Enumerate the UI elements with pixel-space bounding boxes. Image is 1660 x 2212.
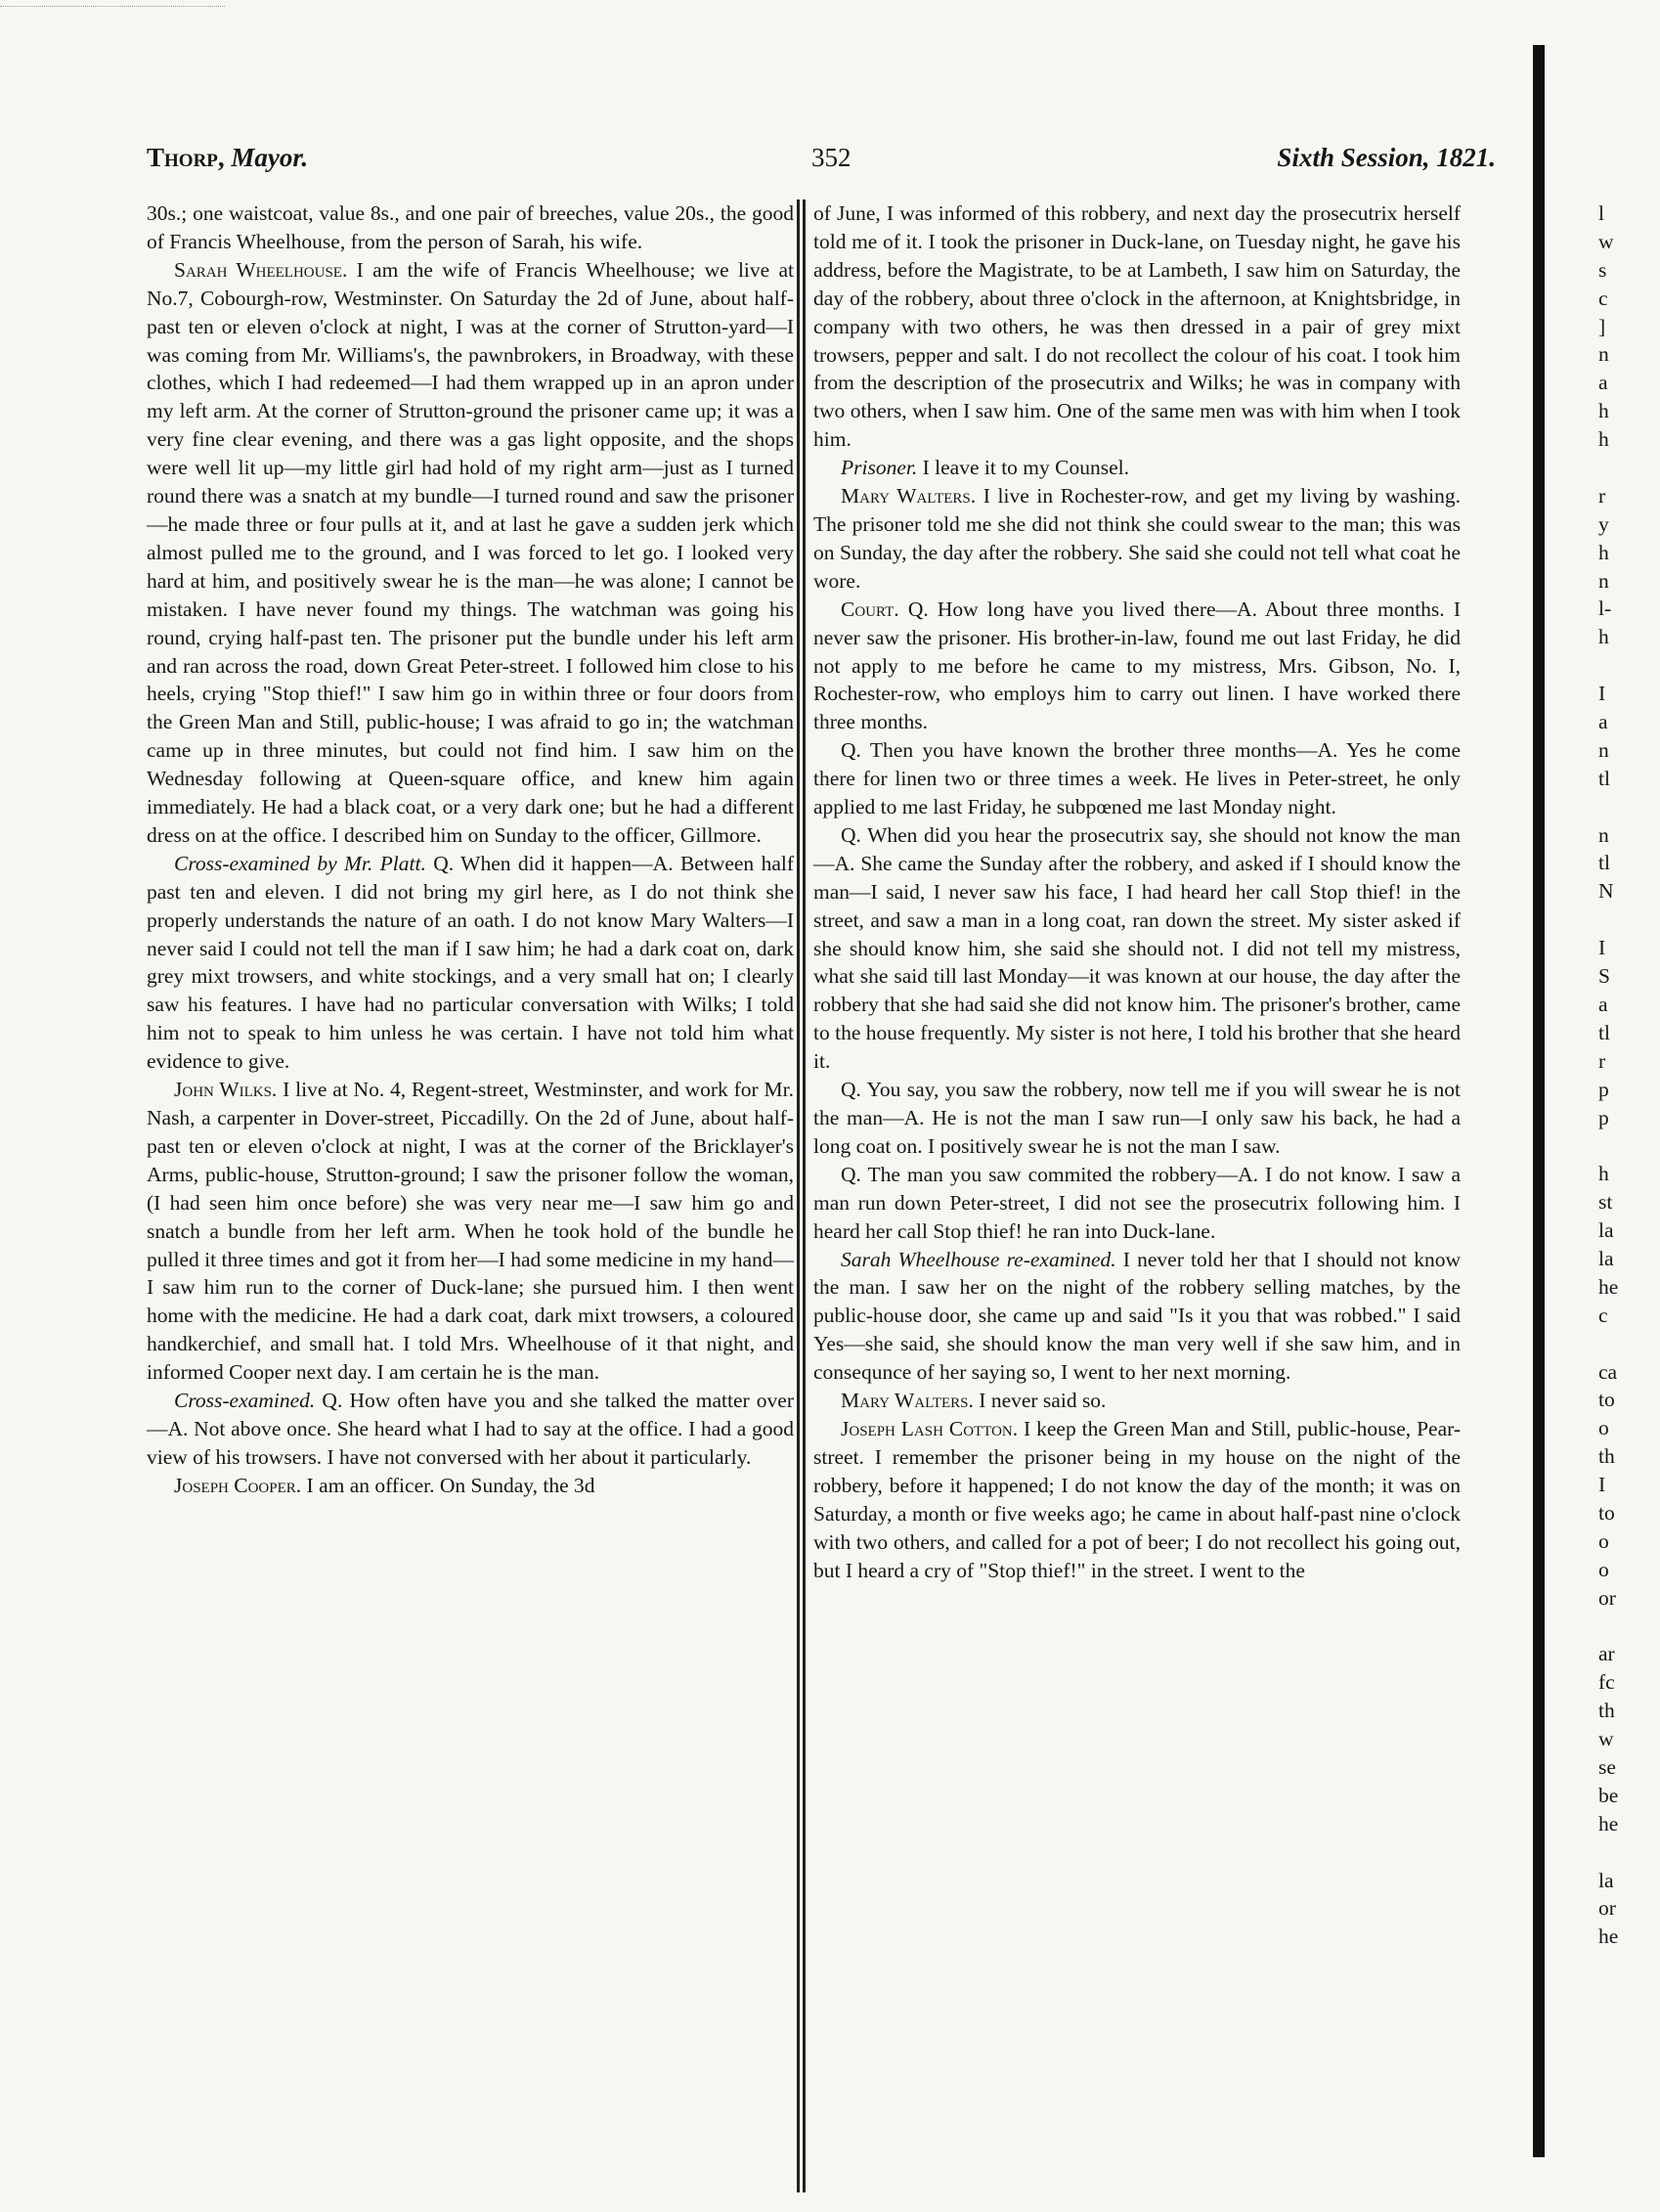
paragraph-text: I leave it to my Counsel.: [917, 456, 1130, 480]
edge-fragment: n: [1598, 568, 1609, 593]
speaker-label: Joseph Lash Cotton.: [841, 1416, 1019, 1440]
edge-fragment: a: [1598, 371, 1608, 395]
edge-fragment: h: [1598, 427, 1609, 452]
paragraph-text: I live at No. 4, Regent-street, Westminster, and work for Mr. Nash, a carpenter in Dover-street, Piccadilly. On the 2d of June, about half-past ten or eleven o'clock at night, I was at the corner of the Bricklayer's Arms, public-house, Strutton-ground; I saw the prisoner follow the woman, (I had seen him once before) she was very near me—I saw him go and snatch a bundle from her left arm. When he took hold of the bundle he pulled it three times and got it from her—I had some medicine in my hand—I saw him run to the corner of Duck-lane; she pursued him. I then went home with the medicine. He had a dark coat, dark mixt trowsers, a coloured handkerchief, and small hat. I told Mrs. Wheelhouse of it that night, and informed Cooper next day. I am certain he is the man.: [147, 1078, 794, 1385]
edge-fragment: la: [1598, 1868, 1614, 1892]
edge-fragment: [1598, 1838, 1657, 1867]
edge-fragment: o: [1598, 1528, 1609, 1553]
edge-fragment: ]: [1598, 314, 1606, 338]
paragraph-text: I am the wife of Francis Wheelhouse; we live at No.7, Cobourgh-row, Westminster. On Saturday the 2d of June, about half-past ten or eleven o'clock at night, I was at the corner of Strutton-yard—I was coming from Mr. Williams's, the pawnbrokers, in Broadway, with these clothes, which I had redeemed—I had them wrapped up in an apron under my left arm. At the corner of Strutton-ground the prisoner came up; it was a very fine clear evening, and there was a gas light opposite, and the shops were well lit up—my little girl had hold of my right arm—just as I turned round there was a snatch at my bundle—I turned round and saw the prisoner—he made three or four pulls at it, and at last he gave a sudden jerk which almost pulled me to the ground, and I was forced to let go. I looked very hard at him, and positively swear he is the man—he was alone; I cannot be mistaken. I have never found my things. The watchman was going his round, crying half-past ten. The prisoner put the bundle under his left arm and ran across the road, down Great Peter-street. I followed him close to his heels, crying "Stop thief!" I saw him go in within three or four doors from the Green Man and Still, public-house; I was afraid to go in; the watchman came up in three minutes, but could not find him. I saw him on the Wednesday following at Queen-square office, and knew him again immediately. He had a black coat, or a very dark one; but he had a different dress on at the office. I described him on Sunday to the officer, Gillmore.: [147, 257, 794, 847]
column-rule: [797, 199, 800, 2192]
paragraph: [813, 1161, 1461, 1246]
page-edge-bar: [1533, 45, 1545, 2157]
edge-fragment: r: [1598, 483, 1606, 508]
paragraph-text: Q. When did it happen—A. Between half past ten and eleven. I did not bring my girl here, as I do not think she properly understands the nature of an oath. I do not know Mary Walters—I never said I could not tell the man if I saw him; he had a dark coat on, dark grey mixt trowsers, and white stockings, and a very small hat on; I clearly saw his features. I have had no particular conversation with Wilks; I told him not to speak to him unless he was certain. I have not told him what evidence to give.: [147, 851, 795, 1074]
edge-fragment: n: [1598, 737, 1609, 762]
edge-fragment: tl: [1598, 851, 1610, 875]
edge-fragment: l-: [1598, 597, 1612, 621]
paragraph-text: I never told her that I should not know the man. I saw her on the night of the robbery selling matches, by the public-house door, she came up and said "Is it you that was robbed." I said Yes—she said, she should know the man very well if she saw him, and in consequnce of her saying so, I went to her next morning.: [813, 1247, 1461, 1385]
paragraph: [147, 1076, 794, 1387]
edge-fragment: p: [1598, 1077, 1609, 1101]
edge-fragment: n: [1598, 342, 1609, 367]
paragraph-text: I live in Rochester-row, and get my living by washing. The prisoner told me she did not think she could swear to the man; this was on Sunday, the day after the robbery. She said she could not tell what coat he wore.: [813, 484, 1462, 593]
edge-fragment: y: [1598, 511, 1609, 536]
paragraph-text: I keep the Green Man and Still, public-house, Pear-street. I remember the prisoner being in my house on the night of the robbery, before it happened; I do not know the day of the month; it was on Saturday, a month or five weeks ago; he came in about half-past nine o'clock with two others, and called for a pot of beer; I do not recollect his going out, but I heard a cry of "Stop thief!" in the street. I went to the: [813, 1416, 1462, 1582]
paragraph-text: Q. You say, you saw the robbery, now tell me if you will swear he is not the man—A. He is not the man I saw run—I only saw his back, he had a long coat on. I positively swear he is not the man I saw.: [813, 1078, 1461, 1158]
speaker-label: Cross-examined.: [174, 1389, 316, 1413]
paragraph: [813, 1076, 1461, 1161]
edge-fragment: l: [1598, 201, 1604, 225]
paragraph: [813, 1246, 1461, 1388]
speaker-label: Mary Walters.: [841, 484, 977, 509]
speaker-label: Prisoner.: [841, 456, 918, 480]
running-head-left: [147, 143, 308, 173]
edge-fragment: w: [1598, 229, 1614, 253]
column-rule: [803, 199, 806, 2192]
paragraph: [147, 1387, 794, 1472]
speaker-label: Cross-examined by Mr. Platt.: [174, 851, 426, 875]
speaker-label: Sarah Wheelhouse.: [174, 257, 348, 282]
paragraph: [147, 850, 794, 1076]
speaker-label: Court.: [841, 597, 899, 621]
paragraph: [147, 1472, 794, 1500]
edge-fragment: he: [1598, 1811, 1619, 1836]
mayor-title: Mayor.: [231, 143, 309, 172]
paragraph: [147, 256, 794, 850]
edge-fragment: c: [1598, 1303, 1608, 1327]
edge-fragment: tl: [1598, 1020, 1610, 1044]
paragraph: [813, 199, 1461, 454]
edge-fragment: h: [1598, 540, 1609, 564]
paragraph-text: of June, I was informed of this robbery, and next day the prosecutrix herself told me of it. I took the prisoner in Duck-lane, on Tuesday night, he gave his address, before the Magistrate, to be at Lambeth, I saw him on Saturday, the day of the robbery, about three o'clock in the afternoon, at Knightsbridge, in company with two others, he was then dressed in a pair of grey mixt trowsers, pepper and salt. I do not recollect the colour of his coat. I took him from the description of the prosecutrix and Wilks; he was in company with two others, when I saw him. One of the same men was with him when I took him.: [813, 201, 1461, 452]
edge-fragment: la: [1598, 1218, 1614, 1243]
edge-fragment: I: [1598, 1473, 1606, 1497]
edge-fragment: or: [1598, 1896, 1616, 1921]
mayor-name: Thorp,: [147, 143, 225, 172]
edge-fragment: [1598, 906, 1657, 934]
edge-fragment: c: [1598, 286, 1608, 310]
edge-fragment: ca: [1598, 1359, 1618, 1384]
speaker-label: John Wilks.: [174, 1078, 278, 1102]
edge-fragment: p: [1598, 1105, 1609, 1129]
speaker-label: Joseph Cooper.: [174, 1473, 302, 1497]
edge-fragment: [1598, 793, 1657, 821]
edge-fragment: be: [1598, 1783, 1619, 1807]
edge-fragment: [1598, 651, 1657, 680]
page-number: 352: [811, 143, 852, 172]
edge-fragment: h: [1598, 625, 1609, 649]
scan-artifact: [0, 6, 225, 13]
edge-fragment: S: [1598, 964, 1610, 989]
paragraph: [813, 821, 1461, 1076]
paragraph-text: Q. How long have you lived there—A. About three months. I never saw the prisoner. His brother-in-law, found me out last Friday, he did not apply to me before he came to my mistress, Mrs. Gibson, No. I, Rochester-row, who employs him to carry out linen. I have worked there three months.: [813, 597, 1461, 734]
edge-fragment: st: [1598, 1190, 1613, 1215]
paragraph-text: Q. Then you have known the brother three months—A. Yes he come there for linen two or three times a week. He lives in Peter-street, he only applied to me last Friday, he subpœned me last Monday night.: [813, 738, 1461, 819]
edge-fragment: n: [1598, 822, 1609, 847]
paragraph: [147, 199, 794, 256]
edge-fragment: he: [1598, 1924, 1619, 1949]
edge-fragment: th: [1598, 1699, 1615, 1723]
edge-fragment: N: [1598, 879, 1614, 904]
paragraph: [813, 482, 1461, 596]
paragraph-text: I never said so.: [973, 1389, 1107, 1413]
edge-fragment: I: [1598, 936, 1606, 960]
paragraph-text: 30s.; one waistcoat, value 8s., and one pair of breeches, value 20s., the good of Francis Wheelhouse, from the person of Sarah, his wife.: [147, 201, 794, 253]
edge-fragment: la: [1598, 1246, 1614, 1270]
edge-fragment: to: [1598, 1500, 1615, 1525]
edge-fragment: h: [1598, 1162, 1609, 1186]
paragraph: [813, 596, 1461, 737]
paragraph: [813, 1415, 1461, 1584]
edge-fragment: h: [1598, 399, 1609, 423]
edge-fragment: tl: [1598, 766, 1610, 790]
edge-fragment: or: [1598, 1585, 1616, 1610]
page-header: [147, 143, 1496, 182]
edge-fragment: to: [1598, 1388, 1615, 1412]
paragraph: [813, 454, 1461, 482]
paragraph-text: Q. How often have you and she talked the matter over—A. Not above once. She heard what I had to say at the office. I had a good view of his trowsers. I have not conversed with her about it particularly.: [147, 1389, 794, 1469]
edge-fragment: [1598, 1613, 1657, 1641]
edge-fragment: [1598, 1330, 1657, 1358]
edge-fragment: r: [1598, 1048, 1606, 1073]
edge-fragment: I: [1598, 682, 1606, 706]
speaker-label: Mary Walters.: [841, 1389, 974, 1413]
edge-fragment: o: [1598, 1557, 1609, 1581]
edge-fragment: he: [1598, 1274, 1619, 1299]
adjacent-page-fragments: [1598, 199, 1657, 1951]
left-column: [147, 199, 794, 1500]
paragraph: [813, 1387, 1461, 1415]
edge-fragment: ar: [1598, 1642, 1615, 1666]
edge-fragment: w: [1598, 1727, 1614, 1751]
edge-fragment: a: [1598, 710, 1608, 734]
edge-fragment: [1598, 1131, 1657, 1160]
edge-fragment: s: [1598, 257, 1607, 282]
right-column: [813, 199, 1461, 1584]
edge-fragment: fc: [1598, 1670, 1615, 1695]
edge-fragment: th: [1598, 1444, 1615, 1469]
edge-fragment: [1598, 454, 1657, 482]
edge-fragment: o: [1598, 1416, 1609, 1440]
paragraph-text: I am an officer. On Sunday, the 3d: [301, 1473, 595, 1497]
paragraph-text: Q. When did you hear the prosecutrix say, she should not know the man—A. She came the Sunday after the robbery, and asked if I should know the man—I said, I never saw his face, I had heard her call Stop thief! in the street, and saw a man in a long coat, ran down the street. My sister asked if she should know him, she said she should not. I did not tell my mistress, what she said till last Monday—it was known at our house, the day after the robbery that she had said she did not know him. The prisoner's brother, came to the house frequently. My sister is not here, I told his brother that she heard it.: [813, 822, 1461, 1074]
speaker-label: Sarah Wheelhouse re-examined.: [841, 1247, 1116, 1271]
edge-fragment: se: [1598, 1754, 1616, 1779]
running-head-right: Sixth Session, 1821.: [1277, 143, 1496, 172]
edge-fragment: a: [1598, 992, 1608, 1016]
paragraph-text: Q. The man you saw commited the robbery—A. I do not know. I saw a man run down Peter-street, I did not see the prosecutrix following him. I heard her call Stop thief! he ran into Duck-lane.: [813, 1162, 1461, 1243]
paragraph: [813, 736, 1461, 821]
